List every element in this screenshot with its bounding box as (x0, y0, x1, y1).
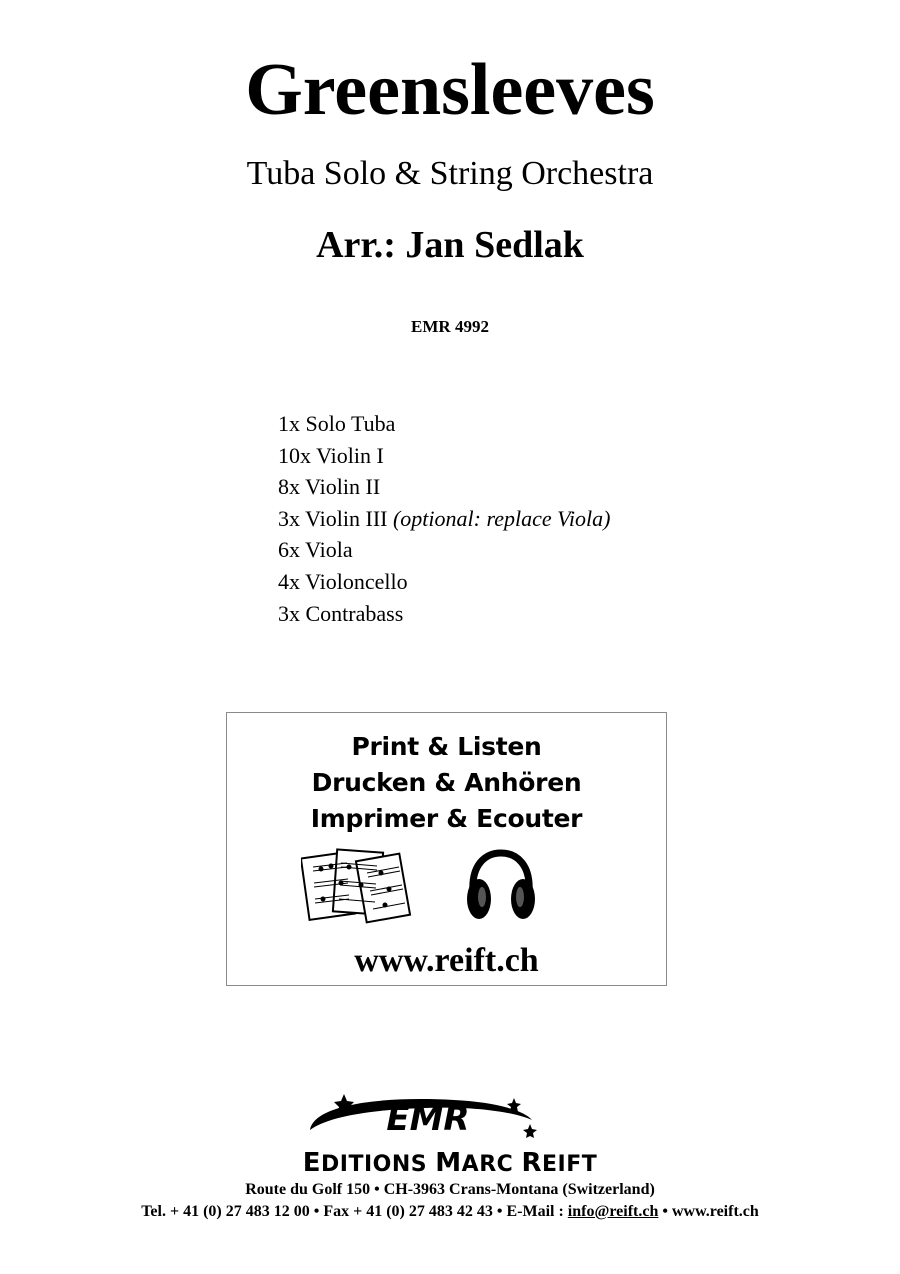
promo-line-german: Drucken & Anhören (311, 768, 582, 797)
catalog-number: EMR 4992 (411, 317, 489, 336)
publisher-address: Route du Golf 150 • CH-3963 Crans-Montana (Switzerland) (245, 1181, 655, 1198)
instrument-part: 10x Violin I (278, 442, 384, 468)
arranger-credit: Arr.: Jan Sedlak (316, 224, 584, 266)
headphones-icon (463, 847, 539, 927)
instrument-part: 4x Violoncello (278, 568, 408, 594)
logo-text: EMR (386, 1099, 470, 1139)
emr-logo (304, 1090, 552, 1146)
instrument-part: 1x Solo Tuba (278, 411, 396, 436)
instrument-part: 6x Viola (278, 537, 353, 563)
instrument-item (278, 440, 610, 472)
instrumentation-list (278, 408, 610, 629)
email-link[interactable]: info@reift.ch (567, 1203, 659, 1220)
score-title: Greensleeves (245, 49, 655, 131)
promo-lines (227, 729, 666, 837)
instrument-item (278, 471, 610, 503)
contact-phone-fax: Tel. + 41 (0) 27 483 12 00 • Fax + 41 (0) 27 483 42 43 • E-Mail : (141, 1203, 568, 1220)
publisher-name-part: EIFT (541, 1152, 598, 1177)
instrument-item (278, 566, 610, 598)
promo-line-french: Imprimer & Ecouter (310, 804, 583, 833)
publisher-name-part: DITIONS (321, 1152, 436, 1177)
instrument-part: 3x Contrabass (278, 600, 404, 626)
instrument-item (278, 534, 610, 566)
promo-website-link[interactable]: www.reift.ch (354, 942, 539, 979)
instrument-item (278, 598, 610, 630)
publisher-contact (0, 1202, 900, 1222)
instrument-item (278, 503, 610, 535)
sheet-music-icon (301, 845, 413, 927)
instrument-part: 8x Violin II (278, 474, 381, 500)
instrument-note: (optional: replace Viola) (392, 505, 611, 531)
publisher-name-part: R (521, 1148, 542, 1178)
publisher-name-part: ARC (461, 1152, 522, 1177)
publisher-name (0, 1150, 900, 1178)
score-subtitle: Tuba Solo & String Orchestra (246, 155, 654, 192)
instrument-part: 3x Violin III (278, 505, 388, 531)
contact-website: • www.reift.ch (658, 1203, 759, 1220)
publisher-name-part: E (302, 1148, 322, 1178)
publisher-name-part: M (435, 1148, 462, 1178)
instrument-item (278, 408, 610, 440)
promo-line-english: Print & Listen (351, 732, 542, 761)
print-listen-box (226, 712, 667, 986)
